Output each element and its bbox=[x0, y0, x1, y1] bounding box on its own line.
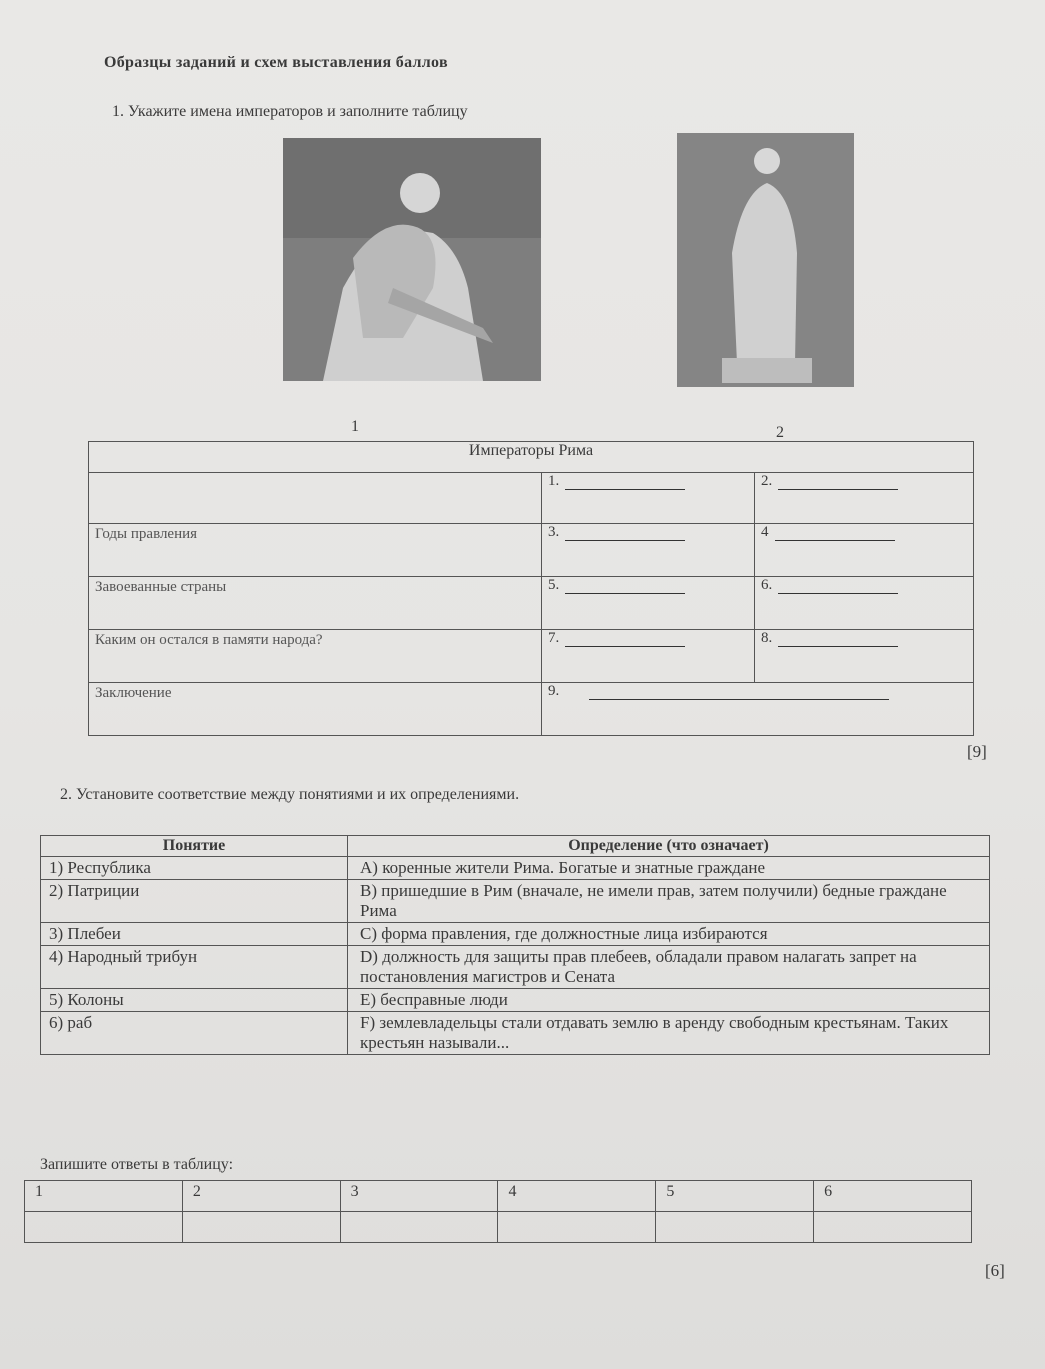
answer-column-header: 3 bbox=[340, 1181, 498, 1212]
answer-blank[interactable] bbox=[589, 685, 889, 700]
answer-blank[interactable] bbox=[778, 579, 898, 594]
statue-photo-1 bbox=[283, 138, 541, 381]
cell-number: 4 bbox=[761, 524, 769, 540]
answer-input-cell[interactable] bbox=[814, 1212, 972, 1243]
answer-cell[interactable] bbox=[755, 630, 974, 683]
term-cell: 4) Народный трибун bbox=[41, 946, 348, 989]
task2-prompt: 2. Установите соответствие между понятиями и их определениями. bbox=[60, 786, 520, 803]
photo-caption-1: 1 bbox=[351, 418, 359, 435]
table-row-label: Каким он остался в памяти народа? bbox=[89, 630, 542, 683]
table-row-label: Заключение bbox=[89, 683, 542, 736]
definition-cell: D) должность для защиты прав плебеев, обладали правом налагать запрет на постановления магистров и Сената bbox=[348, 946, 990, 989]
answer-column-header: 4 bbox=[498, 1181, 656, 1212]
answer-input-cell[interactable] bbox=[340, 1212, 498, 1243]
task1-score: [9] bbox=[967, 742, 987, 761]
task3-score: [6] bbox=[985, 1261, 1005, 1280]
answer-blank[interactable] bbox=[565, 526, 685, 541]
task1-prompt: 1. Укажите имена императоров и заполните таблицу bbox=[112, 103, 468, 120]
answer-cell[interactable] bbox=[755, 577, 974, 630]
answer-cell[interactable] bbox=[542, 473, 755, 524]
answer-blank[interactable] bbox=[565, 475, 685, 490]
term-cell: 6) раб bbox=[41, 1012, 348, 1055]
answer-cell[interactable] bbox=[542, 524, 755, 577]
page-heading: Образцы заданий и схем выставления баллов bbox=[104, 54, 448, 71]
cell-number: 1. bbox=[548, 473, 560, 489]
answer-input-cell[interactable] bbox=[25, 1212, 183, 1243]
cell-number: 9. bbox=[548, 683, 560, 699]
answer-blank[interactable] bbox=[778, 632, 898, 647]
answer-column-header: 2 bbox=[182, 1181, 340, 1212]
answer-blank[interactable] bbox=[565, 632, 685, 647]
cell-number: 6. bbox=[761, 577, 773, 593]
statue-photo-2 bbox=[677, 133, 854, 387]
cell-number: 7. bbox=[548, 630, 560, 646]
table-row-label: Годы правления bbox=[89, 524, 542, 577]
definition-cell: A) коренные жители Рима. Богатые и знатные граждане bbox=[348, 857, 990, 880]
answer-cell[interactable] bbox=[542, 630, 755, 683]
answer-cell[interactable] bbox=[755, 473, 974, 524]
term-cell: 2) Патриции bbox=[41, 880, 348, 923]
column-header: Определение (что означает) bbox=[348, 836, 990, 857]
cell-number: 2. bbox=[761, 473, 773, 489]
answer-cell[interactable] bbox=[542, 683, 974, 736]
column-header: Понятие bbox=[41, 836, 348, 857]
emperors-table-title: Императоры Рима bbox=[89, 442, 974, 473]
answer-input-cell[interactable] bbox=[656, 1212, 814, 1243]
cell-number: 5. bbox=[548, 577, 560, 593]
answer-column-header: 1 bbox=[25, 1181, 183, 1212]
task3-prompt: Запишите ответы в таблицу: bbox=[40, 1156, 234, 1173]
definition-cell: C) форма правления, где должностные лица избираются bbox=[348, 923, 990, 946]
answer-cell[interactable] bbox=[755, 524, 974, 577]
cell-number: 8. bbox=[761, 630, 773, 646]
table-row-label: Завоеванные страны bbox=[89, 577, 542, 630]
definition-cell: E) бесправные люди bbox=[348, 989, 990, 1012]
term-cell: 3) Плебеи bbox=[41, 923, 348, 946]
table-row-label bbox=[89, 473, 542, 524]
answer-input-cell[interactable] bbox=[182, 1212, 340, 1243]
photo-caption-2: 2 bbox=[776, 424, 784, 441]
answer-blank[interactable] bbox=[775, 526, 895, 541]
term-cell: 5) Колоны bbox=[41, 989, 348, 1012]
answer-input-cell[interactable] bbox=[498, 1212, 656, 1243]
cell-number: 3. bbox=[548, 524, 560, 540]
answer-cell[interactable] bbox=[542, 577, 755, 630]
definition-cell: F) землевладельцы стали отдавать землю в аренду свободным крестьянам. Таких крестьян называли... bbox=[348, 1012, 990, 1055]
answer-blank[interactable] bbox=[778, 475, 898, 490]
answers-table bbox=[24, 1180, 972, 1243]
matching-table bbox=[40, 835, 990, 1055]
answer-column-header: 5 bbox=[656, 1181, 814, 1212]
answer-column-header: 6 bbox=[814, 1181, 972, 1212]
definition-cell: B) пришедшие в Рим (вначале, не имели прав, затем получили) бедные граждане Рима bbox=[348, 880, 990, 923]
term-cell: 1) Республика bbox=[41, 857, 348, 880]
emperors-table bbox=[88, 441, 974, 736]
answer-blank[interactable] bbox=[565, 579, 685, 594]
